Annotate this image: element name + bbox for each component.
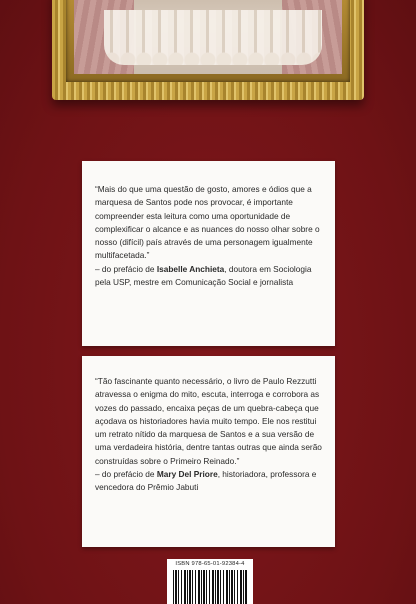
quote-card-2	[82, 356, 335, 547]
barcode-bars	[173, 570, 247, 604]
author-name: Mary Del Priore	[156, 469, 218, 480]
lace-painting	[74, 0, 342, 74]
quote-attribution	[95, 468, 325, 495]
quote-text-2	[95, 375, 325, 495]
author-name: Isabelle Anchieta	[156, 263, 225, 274]
attribution-suffix: , doutora em Sociologia pela USP, mestre em Comunicação Social e jornalista	[95, 263, 312, 288]
barcode	[167, 559, 253, 604]
quote-card-1	[82, 161, 335, 346]
quote-text-1	[95, 183, 325, 289]
quote-body: “Mais do que uma questão de gosto, amores e ódios que a marquesa de Santos pode nos provocar, é importante compreender esta leitura como uma oportunidade de complexificar o alcance e as nuances do nosso olhar sobre o nosso (difícil) país através de uma personagem igualmente multifacetada.”	[95, 184, 320, 261]
quote-attribution	[95, 263, 325, 290]
quote-body: “Tão fascinante quanto necessário, o livro de Paulo Rezzutti atravessa o enigma do mito, escuta, interroga e corrobora as vozes do passado, encaixa peças de um quebra-cabeça que açodava os historiadores havia muito tempo. Ele nos restitui um retrato nítido da marquesa de Santos e a sua versão de uma verdadeira história, dentre tantas outras que ainda serão construídas sobre o Primeiro Reinado.”	[95, 376, 322, 466]
attribution-suffix: , historiadora, professora e vencedora do Prêmio Jabuti	[95, 469, 317, 493]
attribution-prefix: – do prefácio de	[95, 263, 157, 274]
isbn-number: ISBN 978-65-01-92384-4	[175, 561, 245, 567]
lace-collar	[104, 10, 322, 65]
attribution-prefix: – do prefácio de	[95, 469, 157, 480]
